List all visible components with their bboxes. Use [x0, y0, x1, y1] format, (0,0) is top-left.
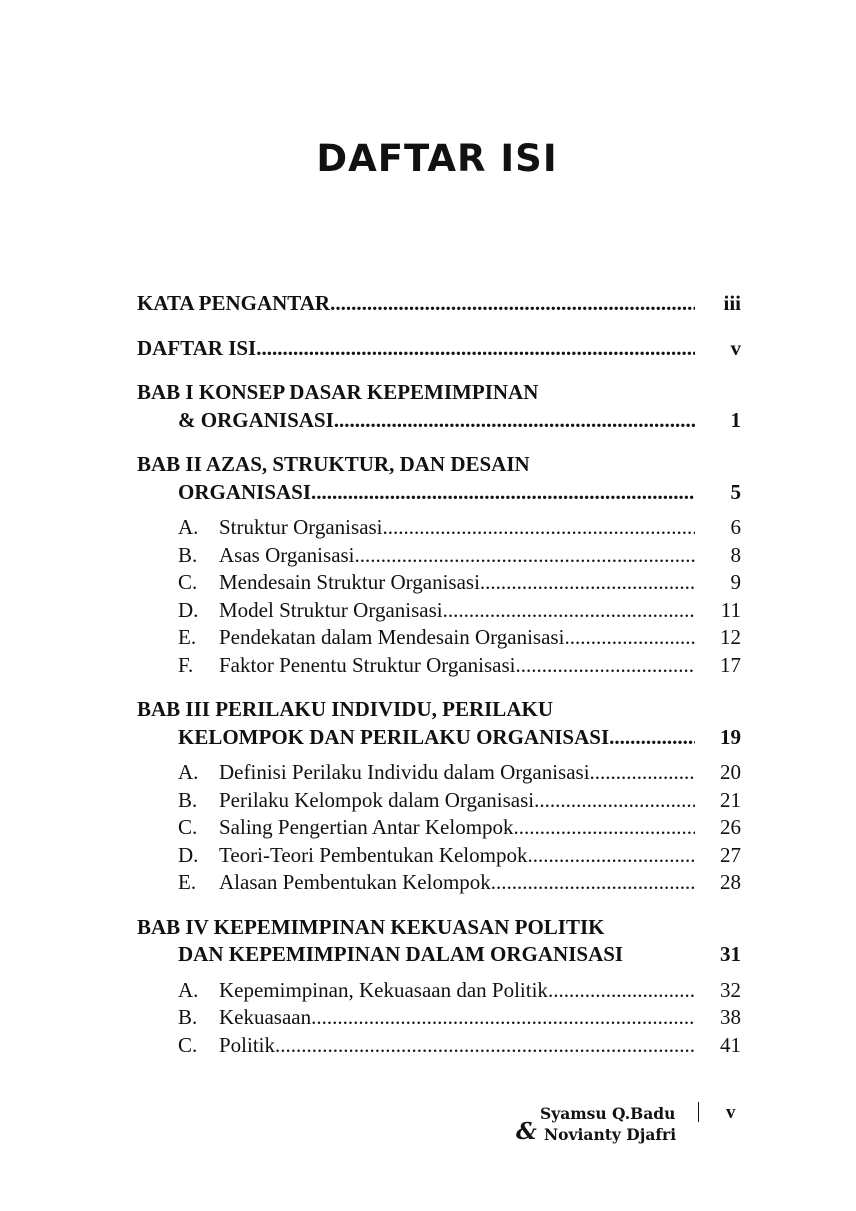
- dot-leader: [480, 569, 695, 597]
- chapter-heading-bab-2: BAB II AZAS, STRUKTUR, DAN DESAIN: [137, 452, 530, 476]
- dot-leader: [609, 724, 695, 752]
- toc-page-number: 5: [730, 479, 741, 504]
- toc-entry-kata-pengantar: [137, 290, 741, 318]
- dot-leader: [311, 1004, 695, 1032]
- dot-leader: [334, 407, 695, 435]
- dot-leader: [256, 335, 695, 363]
- toc-entry-label: DAN KEPEMIMPINAN DALAM ORGANISASI: [178, 942, 624, 966]
- toc-sub-entry: A. Kepemimpinan, Kekuasaan dan Politik ..... 32: [137, 977, 741, 1005]
- toc-entry-bab-4: [137, 941, 741, 969]
- toc-sub-entry: D. Teori-Teori Pembentukan Kelompok ..... 27: [137, 842, 741, 870]
- dot-leader: [330, 290, 695, 318]
- toc-page-number: iii: [723, 291, 741, 315]
- author-name-2: Novianty Djafri: [544, 1125, 677, 1144]
- toc-entry-daftar-isi: [137, 335, 741, 363]
- sub-entries-bab-2: [137, 514, 741, 679]
- toc-page-number: v: [730, 335, 741, 360]
- toc-page-number: 19: [720, 724, 741, 749]
- toc-sub-entry: A. Struktur Organisasi ..... 6: [137, 514, 741, 542]
- toc-sub-entry: C. Mendesain Struktur Organisasi ..... 9: [137, 569, 741, 597]
- dot-leader: [564, 624, 695, 652]
- toc-entry-bab-2: [137, 479, 741, 507]
- sub-entries-bab-3: [137, 759, 741, 897]
- dot-leader: [383, 514, 695, 542]
- toc-entry-label: & ORGANISASI: [178, 407, 334, 432]
- ampersand-mark: &: [516, 1118, 537, 1145]
- toc-entry-label: ORGANISASI: [178, 479, 312, 504]
- toc-entry-bab-3: [137, 724, 741, 752]
- sub-entries-bab-4: [137, 977, 741, 1060]
- chapter-heading-bab-3: BAB III PERILAKU INDIVIDU, PERILAKU: [137, 697, 553, 721]
- dot-leader: [527, 842, 695, 870]
- toc-page-number: 1: [730, 407, 741, 432]
- toc-sub-entry: B. Perilaku Kelompok dalam Organisasi ..... 21: [137, 787, 741, 815]
- footer-divider: [698, 1102, 699, 1122]
- toc-sub-entry: B. Asas Organisasi ..... 8: [137, 542, 741, 570]
- toc-sub-entry: D. Model Struktur Organisasi ..... 11: [137, 597, 741, 625]
- toc-sub-entry: E. Alasan Pembentukan Kelompok ..... 28: [137, 869, 741, 897]
- dot-leader: [491, 869, 695, 897]
- dot-leader: [590, 759, 695, 787]
- toc-page-number: 31: [720, 942, 741, 966]
- dot-leader: [443, 597, 695, 625]
- dot-leader: [275, 1032, 695, 1060]
- toc-entry-label: KATA PENGANTAR: [137, 291, 331, 315]
- toc-sub-entry: C. Saling Pengertian Antar Kelompok ..... 26: [137, 814, 741, 842]
- dot-leader: [311, 479, 695, 507]
- table-of-contents: [137, 290, 741, 1059]
- page-title: DAFTAR ISI: [316, 136, 558, 180]
- toc-sub-entry: C. Politik ..... 41: [137, 1032, 741, 1060]
- toc-entry-label: DAFTAR ISI: [137, 335, 257, 360]
- dot-leader: [534, 787, 695, 815]
- dot-leader: [514, 814, 695, 842]
- chapter-heading-bab-1: BAB I KONSEP DASAR KEPEMIMPINAN: [137, 380, 539, 404]
- toc-sub-entry: E. Pendekatan dalam Mendesain Organisasi ..... 12: [137, 624, 741, 652]
- dot-leader: [355, 542, 695, 570]
- chapter-heading-bab-4: BAB IV KEPEMIMPINAN KEKUASAN POLITIK: [137, 914, 605, 939]
- dot-leader: [516, 652, 695, 680]
- toc-entry-bab-1: [137, 407, 741, 435]
- toc-sub-entry: A. Definisi Perilaku Individu dalam Organisasi ..... 20: [137, 759, 741, 787]
- page-number: v: [726, 1102, 736, 1123]
- toc-sub-entry: F. Faktor Penentu Struktur Organisasi ..... 17: [137, 652, 741, 680]
- toc-sub-entry: B. Kekuasaan ..... 38: [137, 1004, 741, 1032]
- dot-leader: [548, 977, 695, 1005]
- toc-entry-label: KELOMPOK DAN PERILAKU ORGANISASI: [178, 724, 610, 749]
- author-name-1: Syamsu Q.Badu: [540, 1104, 676, 1123]
